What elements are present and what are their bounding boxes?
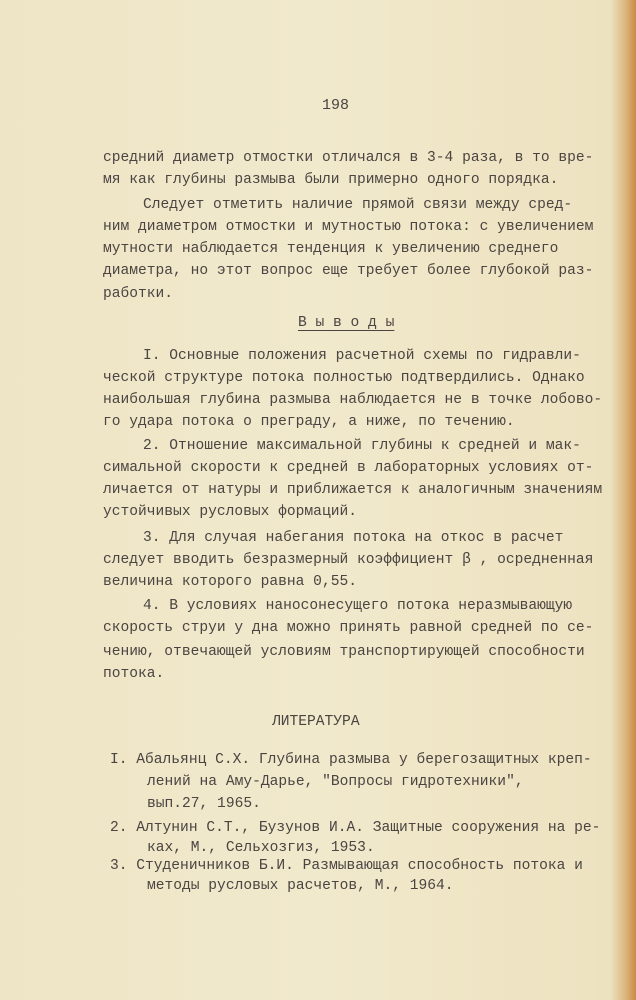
- text-line: следует вводить безразмерный коэффициент β , осредненная: [103, 552, 594, 568]
- text-line: мутности наблюдается тенденция к увеличению среднего: [103, 241, 559, 257]
- text-line: наибольшая глубина размыва наблюдается не в точке лобово-: [103, 392, 603, 408]
- text-line: диаметра, но этот вопрос еще требует более глубокой раз-: [103, 263, 594, 279]
- text-line: ним диаметром отмостки и мутностью потока: с увеличением: [103, 219, 594, 235]
- text-line: го удара потока о преграду, а ниже, по течению.: [103, 414, 515, 430]
- reference-line: методы русловых расчетов, М., 1964.: [147, 878, 454, 894]
- references-heading: ЛИТЕРАТУРА: [272, 714, 360, 730]
- text-line: величина которого равна 0,55.: [103, 574, 357, 590]
- text-line: I. Основные положения расчетной схемы по гидравли-: [143, 348, 581, 364]
- page-number: 198: [322, 97, 350, 114]
- reference-line: I. Абальянц С.Х. Глубина размыва у берегозащитных креп-: [110, 752, 592, 768]
- text-line: 3. Для случая набегания потока на откос в расчет: [143, 530, 564, 546]
- text-line: ческой структуре потока полностью подтвердились. Однако: [103, 370, 585, 386]
- text-line: мя как глубины размыва были примерно одного порядка.: [103, 172, 559, 188]
- text-line: скорость струи у дна можно принять равной средней по се-: [103, 620, 594, 636]
- text-line: чению, отвечающей условиям транспортирующей способности: [103, 644, 585, 660]
- text-line: 4. В условиях наносонесущего потока неразмывающую: [143, 598, 573, 614]
- text-line: работки.: [103, 286, 174, 302]
- text-line: Следует отметить наличие прямой связи между сред-: [143, 197, 573, 213]
- reference-line: 3. Студеничников Б.И. Размывающая способность потока и: [110, 858, 583, 874]
- text-line: средний диаметр отмостки отличался в 3-4 раза, в то вре-: [103, 150, 594, 166]
- reference-line: ках, М., Сельхозгиз, 1953.: [147, 840, 375, 856]
- text-line: симальной скорости к средней в лабораторных условиях от-: [103, 460, 594, 476]
- reference-line: лений на Аму-Дарье, "Вопросы гидротехники",: [147, 774, 524, 790]
- text-line: 2. Отношение максимальной глубины к средней и мак-: [143, 438, 581, 454]
- reference-line: вып.27, 1965.: [147, 796, 261, 812]
- text-line: устойчивых русловых формаций.: [103, 504, 357, 520]
- conclusions-heading: В ы в о д ы: [298, 315, 395, 331]
- text-line: потока.: [103, 666, 165, 682]
- text-line: личается от натуры и приближается к аналогичным значениям: [103, 482, 603, 498]
- reference-line: 2. Алтунин С.Т., Бузунов И.А. Защитные сооружения на ре-: [110, 820, 601, 836]
